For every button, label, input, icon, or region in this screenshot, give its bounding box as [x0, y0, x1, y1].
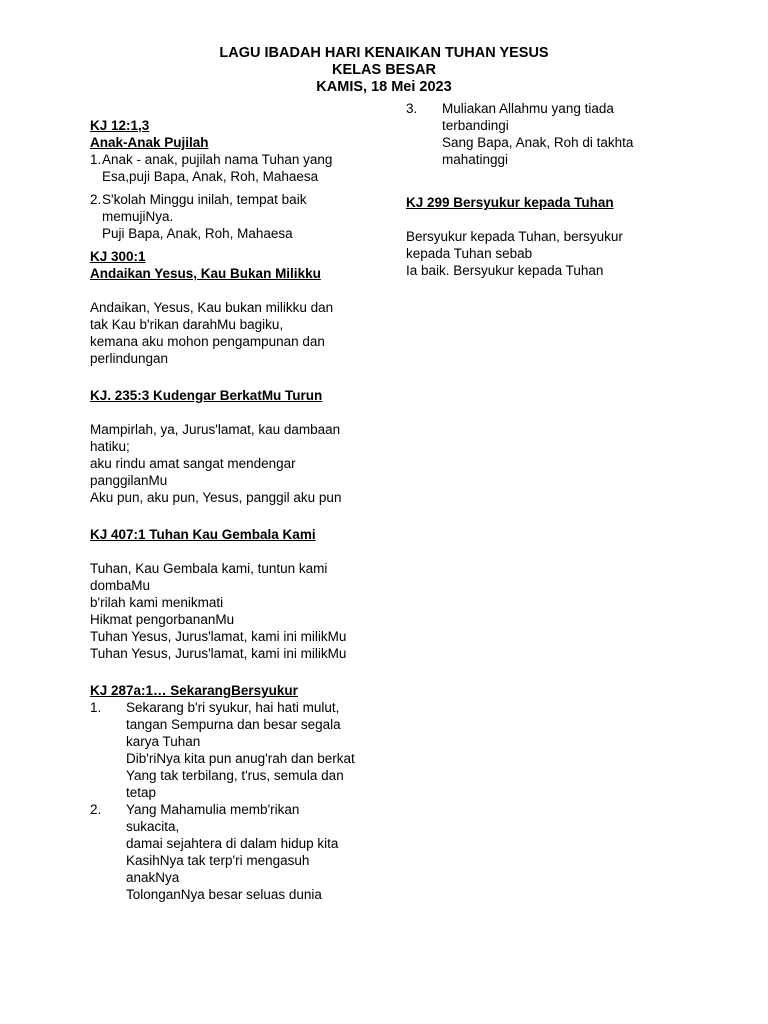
lyric-line: Aku pun, aku pun, Yesus, panggil aku pun: [90, 490, 342, 505]
header-title: LAGU IBADAH HARI KENAIKAN TUHAN YESUS: [219, 45, 549, 61]
kj300-code: KJ 300:1: [90, 249, 146, 264]
lyric-line: Anak - anak, pujilah nama Tuhan yang: [102, 152, 333, 167]
lyric-line: Bersyukur kepada Tuhan, bersyukur: [406, 229, 623, 244]
kj12-title: Anak-Anak Pujilah: [90, 135, 209, 150]
kj12-verse-1: [90, 151, 390, 185]
lyric-line: TolonganNya besar seluas dunia: [126, 887, 322, 902]
lyric-line: panggilanMu: [90, 473, 168, 488]
lyric-line: hatiku;: [90, 439, 130, 454]
header-subtitle: KELAS BESAR: [332, 62, 436, 78]
lyric-line: Ia baik. Bersyukur kepada Tuhan: [406, 263, 604, 278]
lyric-line: karya Tuhan: [126, 734, 201, 749]
kj12-code: KJ 12:1,3: [90, 118, 150, 133]
lyric-line: aku rindu amat sangat mendengar: [90, 456, 296, 471]
lyric-line: mahatinggi: [442, 152, 509, 167]
lyric-line: Mampirlah, ya, Jurus'lamat, kau dambaan: [90, 422, 341, 437]
lyric-line: tetap: [126, 785, 157, 800]
lyric-line: memujiNya.: [102, 209, 174, 224]
lyric-line: Sang Bapa, Anak, Roh di takhta: [442, 135, 634, 150]
lyric-line: Andaikan, Yesus, Kau bukan milikku dan: [90, 300, 334, 315]
verse-number: 1.: [90, 152, 102, 167]
lyric-line: perlindungan: [90, 351, 169, 366]
lyric-line: Sekarang b'ri syukur, hai hati mulut,: [126, 700, 340, 715]
lyric-line: damai sejahtera di dalam hidup kita: [126, 836, 339, 851]
lyric-line: Tuhan Yesus, Jurus'lamat, kami ini milikMu: [90, 646, 347, 661]
lyric-line: Puji Bapa, Anak, Roh, Mahaesa: [102, 226, 293, 241]
kj407-title: KJ 407:1 Tuhan Kau Gembala Kami: [90, 527, 316, 542]
kj300-title: Andaikan Yesus, Kau Bukan Milikku: [90, 266, 321, 281]
lyric-line: Muliakan Allahmu yang tiada: [442, 101, 614, 116]
lyric-line: Tuhan, Kau Gembala kami, tuntun kami: [90, 561, 328, 576]
lyric-line: dombaMu: [90, 578, 151, 593]
kj235-title: KJ. 235:3 Kudengar BerkatMu Turun: [90, 388, 323, 403]
lyric-line: kemana aku mohon pengampunan dan: [90, 334, 325, 349]
verse-number: 3.: [406, 101, 418, 116]
lyric-line: tangan Sempurna dan besar segala: [126, 717, 341, 732]
kj287-verse-2: [90, 801, 390, 903]
header-date: KAMIS, 18 Mei 2023: [316, 79, 452, 95]
lyric-line: tak Kau b'rikan darahMu bagiku,: [90, 317, 284, 332]
lyric-line: Dib'riNya kita pun anug'rah dan berkat: [126, 751, 355, 766]
lyric-line: b'rilah kami menikmati: [90, 595, 224, 610]
kj12-verse-2: [90, 191, 390, 242]
kj407-lyrics: [90, 560, 390, 662]
kj300-lyrics: [90, 299, 390, 367]
kj287-title: KJ 287a:1… SekarangBersyukur: [90, 683, 298, 698]
kj287-verse-1: [90, 699, 390, 801]
lyric-line: sukacita,: [126, 819, 180, 834]
kj299-lyrics: [406, 228, 736, 279]
lyric-line: Esa,puji Bapa, Anak, Roh, Mahaesa: [102, 169, 319, 184]
lyric-line: Tuhan Yesus, Jurus'lamat, kami ini milikMu: [90, 629, 347, 644]
lyric-line: terbandingi: [442, 118, 509, 133]
lyric-line: Hikmat pengorbananMu: [90, 612, 235, 627]
lyric-line: Yang Mahamulia memb'rikan: [126, 802, 300, 817]
verse-number: 1.: [90, 700, 102, 715]
lyric-line: S'kolah Minggu inilah, tempat baik: [102, 192, 307, 207]
right-column: [406, 100, 736, 279]
verse-number: 2.: [90, 192, 102, 207]
lyric-line: kepada Tuhan sebab: [406, 246, 533, 261]
lyric-line: KasihNya tak terp'ri mengasuh: [126, 853, 310, 868]
lyric-line: anakNya: [126, 870, 180, 885]
kj235-lyrics: [90, 421, 390, 506]
kj12-verse-3: [406, 100, 736, 168]
verse-number: 2.: [90, 802, 102, 817]
lyric-line: Yang tak terbilang, t'rus, semula dan: [126, 768, 344, 783]
left-column: [90, 117, 390, 903]
document-header: [0, 45, 768, 96]
kj299-title: KJ 299 Bersyukur kepada Tuhan: [406, 195, 614, 210]
